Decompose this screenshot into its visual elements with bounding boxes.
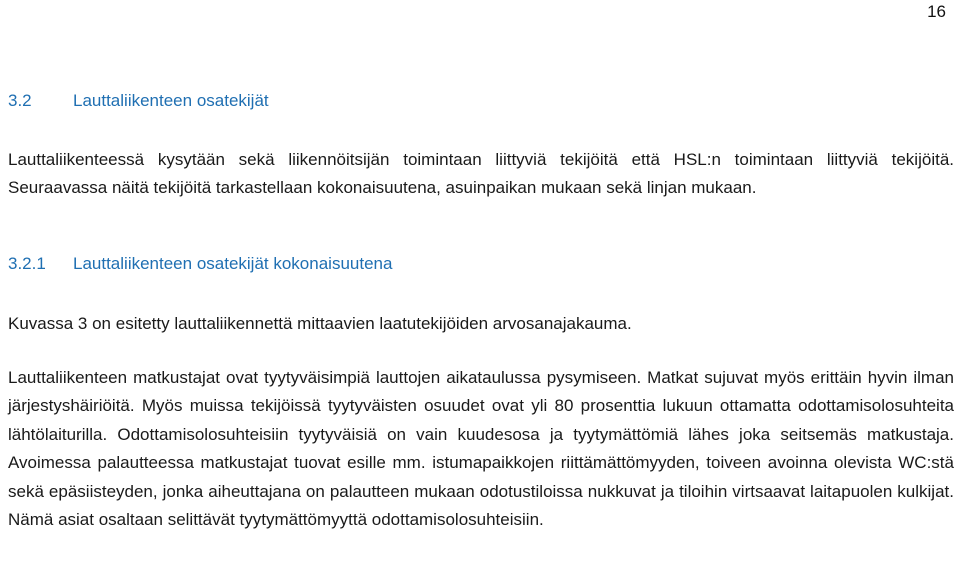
figure-reference-paragraph: Kuvassa 3 on esitetty lauttaliikennettä mittaavien laatutekijöiden arvosanajakauma. xyxy=(8,314,632,333)
subsection-title: Lauttaliikenteen osatekijät kokonaisuutena xyxy=(73,254,393,273)
section-heading xyxy=(8,91,269,111)
intro-paragraph: Lauttaliikenteessä kysytään sekä liikennöitsijän toimintaan liittyviä tekijöitä että HSL:n toimintaan liittyviä tekijöitä. Seuraavassa näitä tekijöitä tarkastellaan kokonaisuutena, asuinpaikan mukaan sekä linjan mukaan. xyxy=(8,150,954,198)
section-title: Lauttaliikenteen osatekijät xyxy=(73,91,269,110)
subsection-heading xyxy=(8,254,393,274)
subsection-number: 3.2.1 xyxy=(8,254,46,273)
page-number: 16 xyxy=(927,2,946,21)
section-number: 3.2 xyxy=(8,91,32,110)
body-paragraph: Lauttaliikenteen matkustajat ovat tyytyväisimpiä lauttojen aikataulussa pysymiseen. Matkat sujuvat myös erittäin hyvin ilman järjestyshäiriöitä. Myös muissa tekijöissä tyytyväisten osuudet ovat yli 80 prosenttia lukuun ottamatta odottamisolosuhteita lähtölaiturilla. Odottamisolosuhteisiin tyytyväisiä on vain kuudesosa ja tyytymättömiä lähes joka seitsemäs matkustaja. Avoimessa palautteessa matkustajat tuovat esille mm. istumapaikkojen riittämättömyyden, toiveen avoinna olevista WC:stä sekä epäsiisteyden, jonka aiheuttajana on palautteen mukaan odotustiloissa nukkuvat ja tiloihin virtsaavat laitapuolen kulkijat. Nämä asiat osaltaan selittävät tyytymättömyyttä odottamisolosuhteisiin. xyxy=(8,368,954,530)
